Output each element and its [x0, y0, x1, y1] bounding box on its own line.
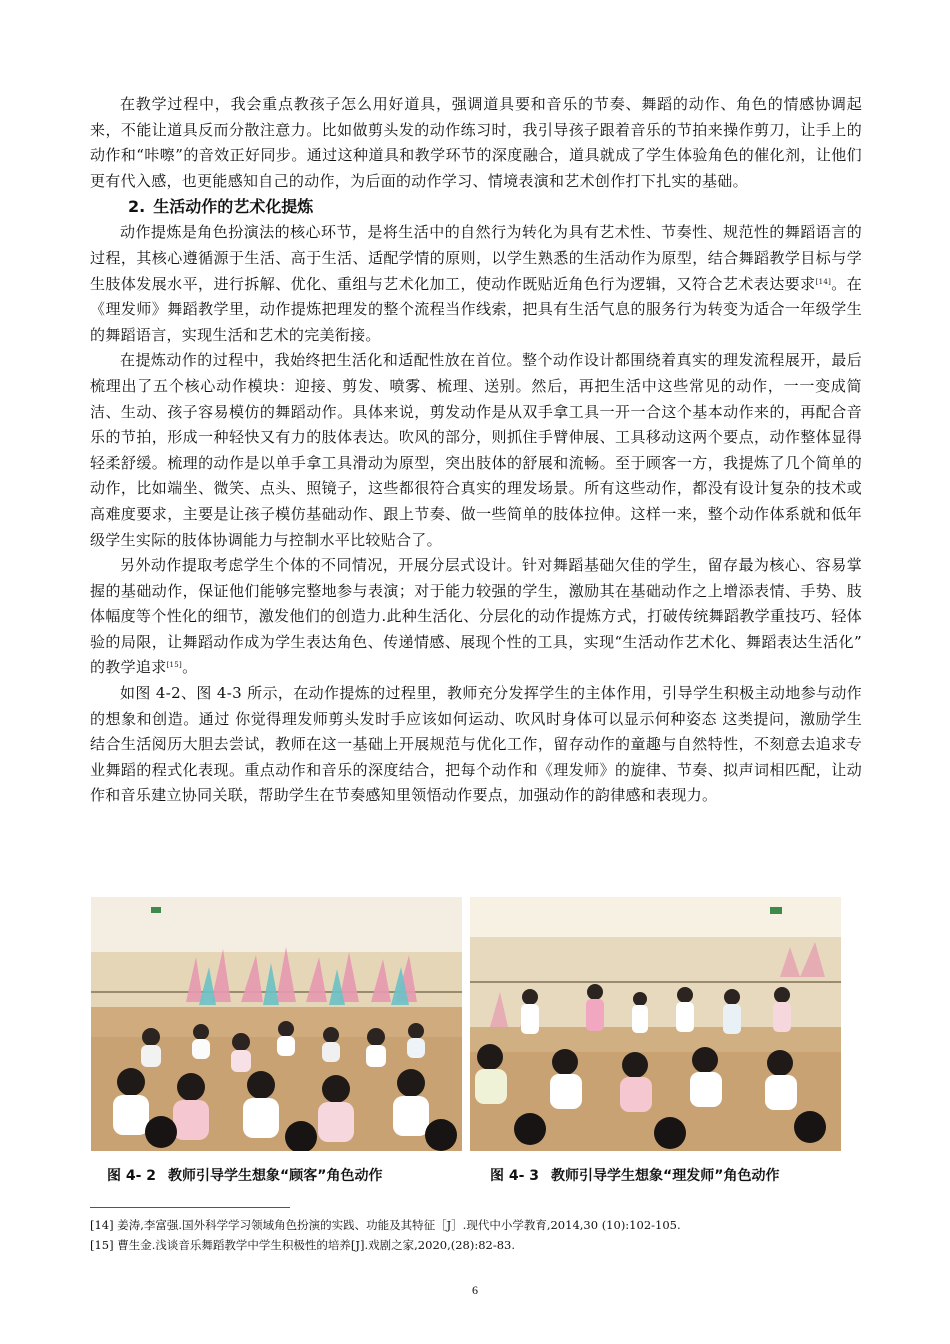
figure-4-2-caption [107, 1165, 382, 1185]
figure-4-3-photo [470, 897, 841, 1151]
body-text-top [90, 92, 862, 809]
figure-4-3-caption [490, 1165, 779, 1185]
footnote-15: [15] 曹生金.浅谈音乐舞蹈教学中学生积极性的培养[J].戏剧之家,2020,(28):82-83. [90, 1238, 516, 1252]
page-number: 6 [472, 1283, 478, 1297]
paragraph-text: 动作提炼是角色扮演法的核心环节，是将生活中的自然行为转化为具有艺术性、节奏性、规范性的舞蹈语言的过程，其核心遵循源于生活、高于生活、适配学情的原则，以学生熟悉的生活动作为原型，结合舞蹈教学目标与学生肢体发展水平，进行拆解、优化、重组与艺术化加工，使动作既贴近角色行为逻辑，又符合艺术表达要求 [90, 223, 862, 293]
figure-label: 图 4- 3 [490, 1168, 540, 1184]
figure-label: 图 4- 2 [107, 1168, 157, 1184]
citation-ref-15: [15] [166, 661, 183, 670]
footnote-14: [14] 姜涛,李富强.国外科学学习领域角色扮演的实践、功能及其特征［J］.现代中小学教育,2014,30 (10):102-105. [90, 1218, 681, 1232]
paragraph-layered-design [90, 553, 862, 681]
paragraph-props-teaching: 在教学过程中，我会重点教孩子怎么用好道具，强调道具要和音乐的节奏、舞蹈的动作、角色的情感协调起来，不能让道具反而分散注意力。比如做剪头发的动作练习时，我引导孩子跟着音乐的节拍来操作剪刀，让手上的动作和“咔嚓”的音效正好同步。通过这种道具和教学环节的深度融合，道具就成了学生体验角色的催化剂，让他们更有代入感，也更能感知自己的动作，为后面的动作学习、情境表演和艺术创作打下扎实的基础。 [90, 95, 862, 190]
paragraph-text: 另外动作提取考虑学生个体的不同情况，开展分层式设计。针对舞蹈基础欠佳的学生，留存最为核心、容易掌握的基础动作，保证他们能够完整地参与表演；对于能力较强的学生，激励其在基础动作之上增添表情、手势、肢体幅度等个性化的细节，激发他们的创造力.此种生活化、分层化的动作提炼方式，打破传统舞蹈教学重技巧、轻体验的局限，让舞蹈动作成为学生表达角色、传递情感、展现个性的工具，实现“生活动作艺术化、舞蹈表达生活化” 的教学追求 [90, 556, 862, 677]
footnotes [90, 1215, 870, 1255]
section-number: 2. [128, 197, 146, 217]
section-heading [90, 194, 862, 220]
paragraph-figure-reference: 如图 4-2、图 4-3 所示，在动作提炼的过程里，教师充分发挥学生的主体作用，引导学生积极主动地参与动作的想象和创造。通过 你觉得理发师剪头发时手应该如何运动、吹风时身体可以显示何种姿态 这类提问，激励学生结合生活阅历大胆去尝试，教师在这一基础上开展规范与优化工作，留存动作的童趣与自然特性，不刻意去追求专业舞蹈的程式化表现。重点动作和音乐的深度结合，把每个动作和《理发师》的旋律、节奏、拟声词相匹配，让动作和音乐建立协同关联，帮助学生在节奏感知里领悟动作要点，加强动作的韵律感和表现力。 [90, 684, 862, 805]
paragraph-text: 。 [182, 658, 198, 677]
classroom-photo-barber [470, 897, 841, 1151]
classroom-photo-customer [91, 897, 462, 1151]
paragraph-action-refinement [90, 220, 862, 348]
citation-ref-14: [14] [815, 277, 832, 286]
footnote-divider [90, 1207, 290, 1208]
figure-caption-text: 教师引导学生想象“理发师”角色动作 [551, 1168, 780, 1184]
paragraph-text: 。在《理发师》舞蹈教学里，动作提炼把理发的整个流程当作线索，把具有生活气息的服务行为转变为适合一年级学生的舞蹈语言，实现生活和艺术的完美衔接。 [90, 274, 862, 344]
paragraph-five-modules: 在提炼动作的过程中，我始终把生活化和适配性放在首位。整个动作设计都围绕着真实的理发流程展开，最后梳理出了五个核心动作模块：迎接、剪发、喷雾、梳理、送别。然后，再把生活中这些常见的动作，一一变成简洁、生动、孩子容易模仿的舞蹈动作。具体来说，剪发动作是从双手拿工具一开一合这个基本动作来的，再配合音乐的节拍，形成一种轻快又有力的肢体表达。吹风的部分，则抓住手臂伸展、工具移动这两个要点，动作整体显得轻柔舒缓。梳理的动作是以单手拿工具滑动为原型，突出肢体的舒展和流畅。至于顾客一方，我提炼了几个简单的动作，比如端坐、微笑、点头、照镜子，这些都很符合真实的理发场景。所有这些动作，都没有设计复杂的技术或高难度要求，主要是让孩子模仿基础动作、跟上节奏、做一些简单的肢体拉伸。这样一来，整个动作体系就和低年级学生实际的肢体协调能力与控制水平比较贴合了。 [90, 351, 862, 549]
section-title: 生活动作的艺术化提炼 [153, 197, 314, 217]
figure-4-2-photo [91, 897, 462, 1151]
figure-caption-text: 教师引导学生想象“顾客”角色动作 [168, 1168, 383, 1184]
